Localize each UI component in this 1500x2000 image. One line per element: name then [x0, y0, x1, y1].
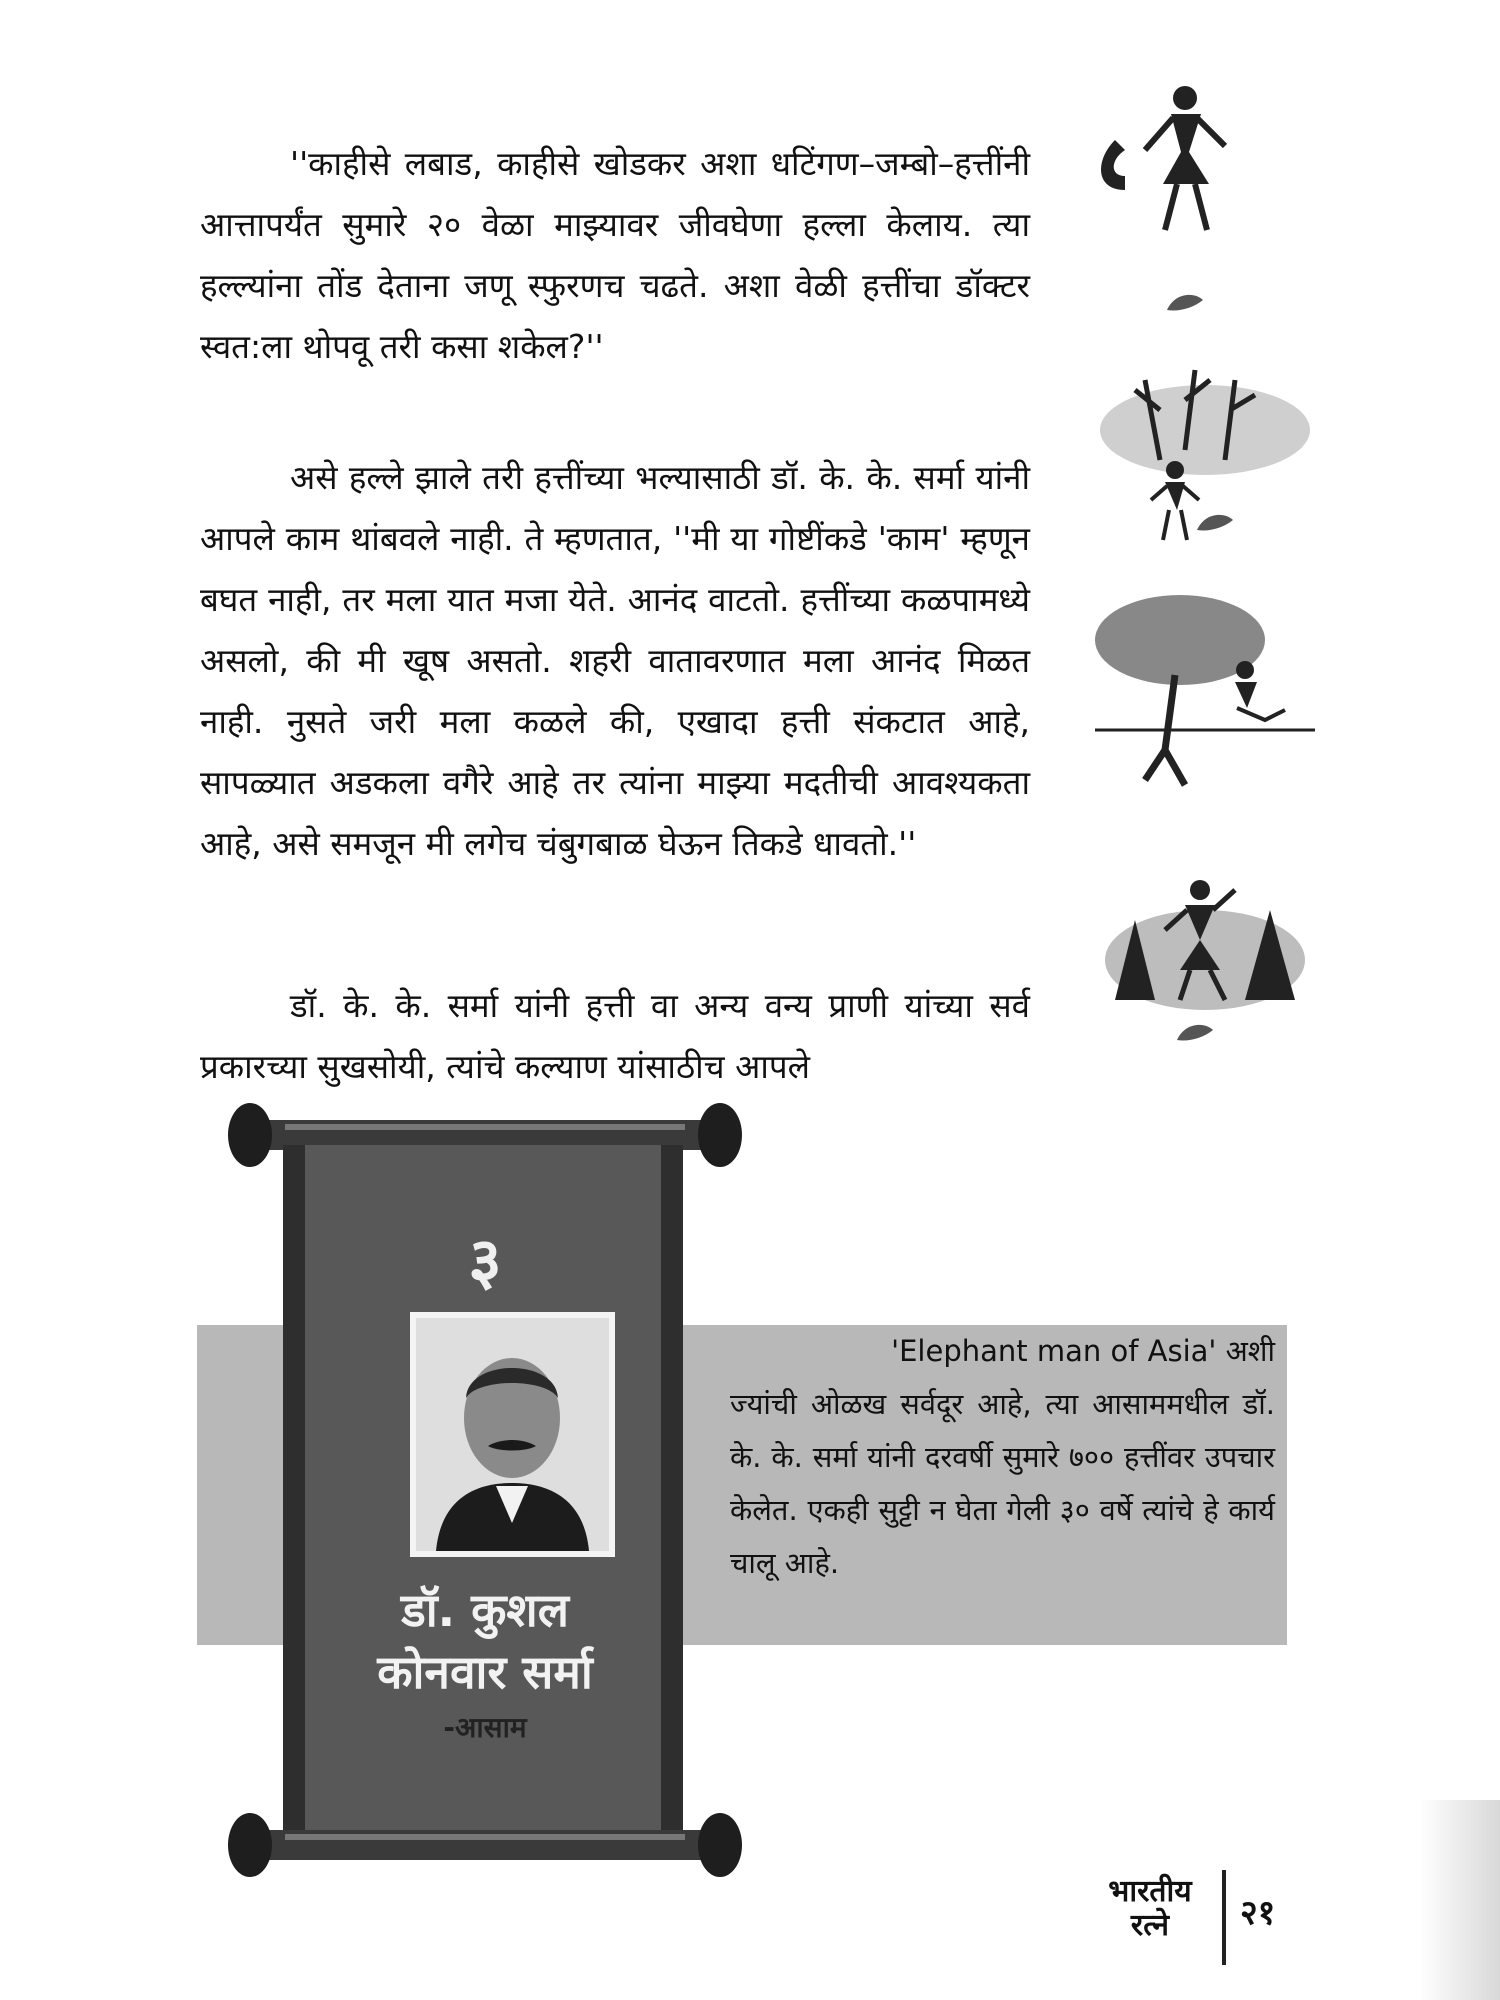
portrait-photo	[410, 1312, 615, 1557]
profile-place: -आसाम	[443, 1711, 527, 1744]
callout-body: ज्यांची ओळख सर्वदूर आहे, त्या आसाममधील डॉ. के. के. सर्मा यांनी दरवर्षी सुमारे ७०० हत्तींवर उपचार केलेत. एकही सुट्टी न घेता गेली ३० वर्षे त्यांचे हे कार्य चालू आहे.	[730, 1387, 1275, 1580]
margin-illustrations	[1085, 80, 1325, 1280]
page-edge-shadow	[1420, 1800, 1500, 2000]
body-paragraph-2: असे हल्ले झाले तरी हत्तींच्या भल्यासाठी डॉ. के. के. सर्मा यांनी आपले काम थांबवले नाही. ते म्हणतात, ''मी या गोष्टींकडे 'काम' म्हणून बघत नाही, तर मला यात मजा येते. आनंद वाटतो. हत्तींच्या कळपामध्ये असलो, की मी खूष असतो. शहरी वातावरणात मला आनंद मिळत नाही. नुसते जरी मला कळले की, एखादा हत्ती संकटात आहे, सापळ्यात अडकला वगैरे आहे तर त्यांना माझ्या मदतीची आवश्यकता आहे, असे समजून मी लगेच चंबुगबाळ घेऊन तिकडे धावतो.''	[200, 458, 1030, 863]
profile-name-line-1: डॉ. कुशल	[401, 1583, 569, 1637]
series-logo	[1085, 1875, 1215, 1965]
dancers-with-trees-icon	[1085, 850, 1315, 1020]
callout-text	[730, 1325, 1275, 1590]
profile-name-line-2: कोनवार सर्मा	[377, 1645, 593, 1699]
profile-number: ३	[468, 1225, 502, 1299]
profile-scroll	[205, 1100, 765, 1880]
dancing-figure-icon	[1085, 80, 1255, 240]
page-number: २१	[1240, 1893, 1276, 1933]
footer-divider	[1222, 1870, 1226, 1965]
leaf-icon	[1195, 510, 1235, 534]
body-paragraph-1: ''काहीसे लबाड, काहीसे खोडकर अशा धटिंगण–जम्बो–हत्तींनी आत्तापर्यंत सुमारे २० वेळा माझ्यावर जीवघेणा हल्ला केलाय. त्या हल्ल्यांना तोंड देताना जणू स्फुरणच चढते. अशा वेळी हत्तींचा डॉक्टर स्वत:ला थोपवू तरी कसा शकेल?''	[200, 144, 1030, 366]
leaf-icon	[1165, 290, 1205, 314]
tree-and-sitting-figure-icon	[1085, 580, 1325, 800]
series-title-line-2: रत्ने	[1130, 1908, 1170, 1943]
portrait-icon	[416, 1318, 609, 1551]
body-paragraph-3: डॉ. के. के. सर्मा यांनी हत्ती वा अन्य वन्य प्राणी यांच्या सर्व प्रकारच्या सुखसोयी, त्यांचे कल्याण यांसाठीच आपले	[200, 986, 1030, 1086]
callout-first-line: 'Elephant man of Asia' अशी	[891, 1334, 1275, 1368]
scroll-bottom-rod	[225, 1810, 745, 1880]
series-title-line-1: भारतीय	[1108, 1874, 1192, 1909]
leaf-icon	[1175, 1020, 1215, 1044]
